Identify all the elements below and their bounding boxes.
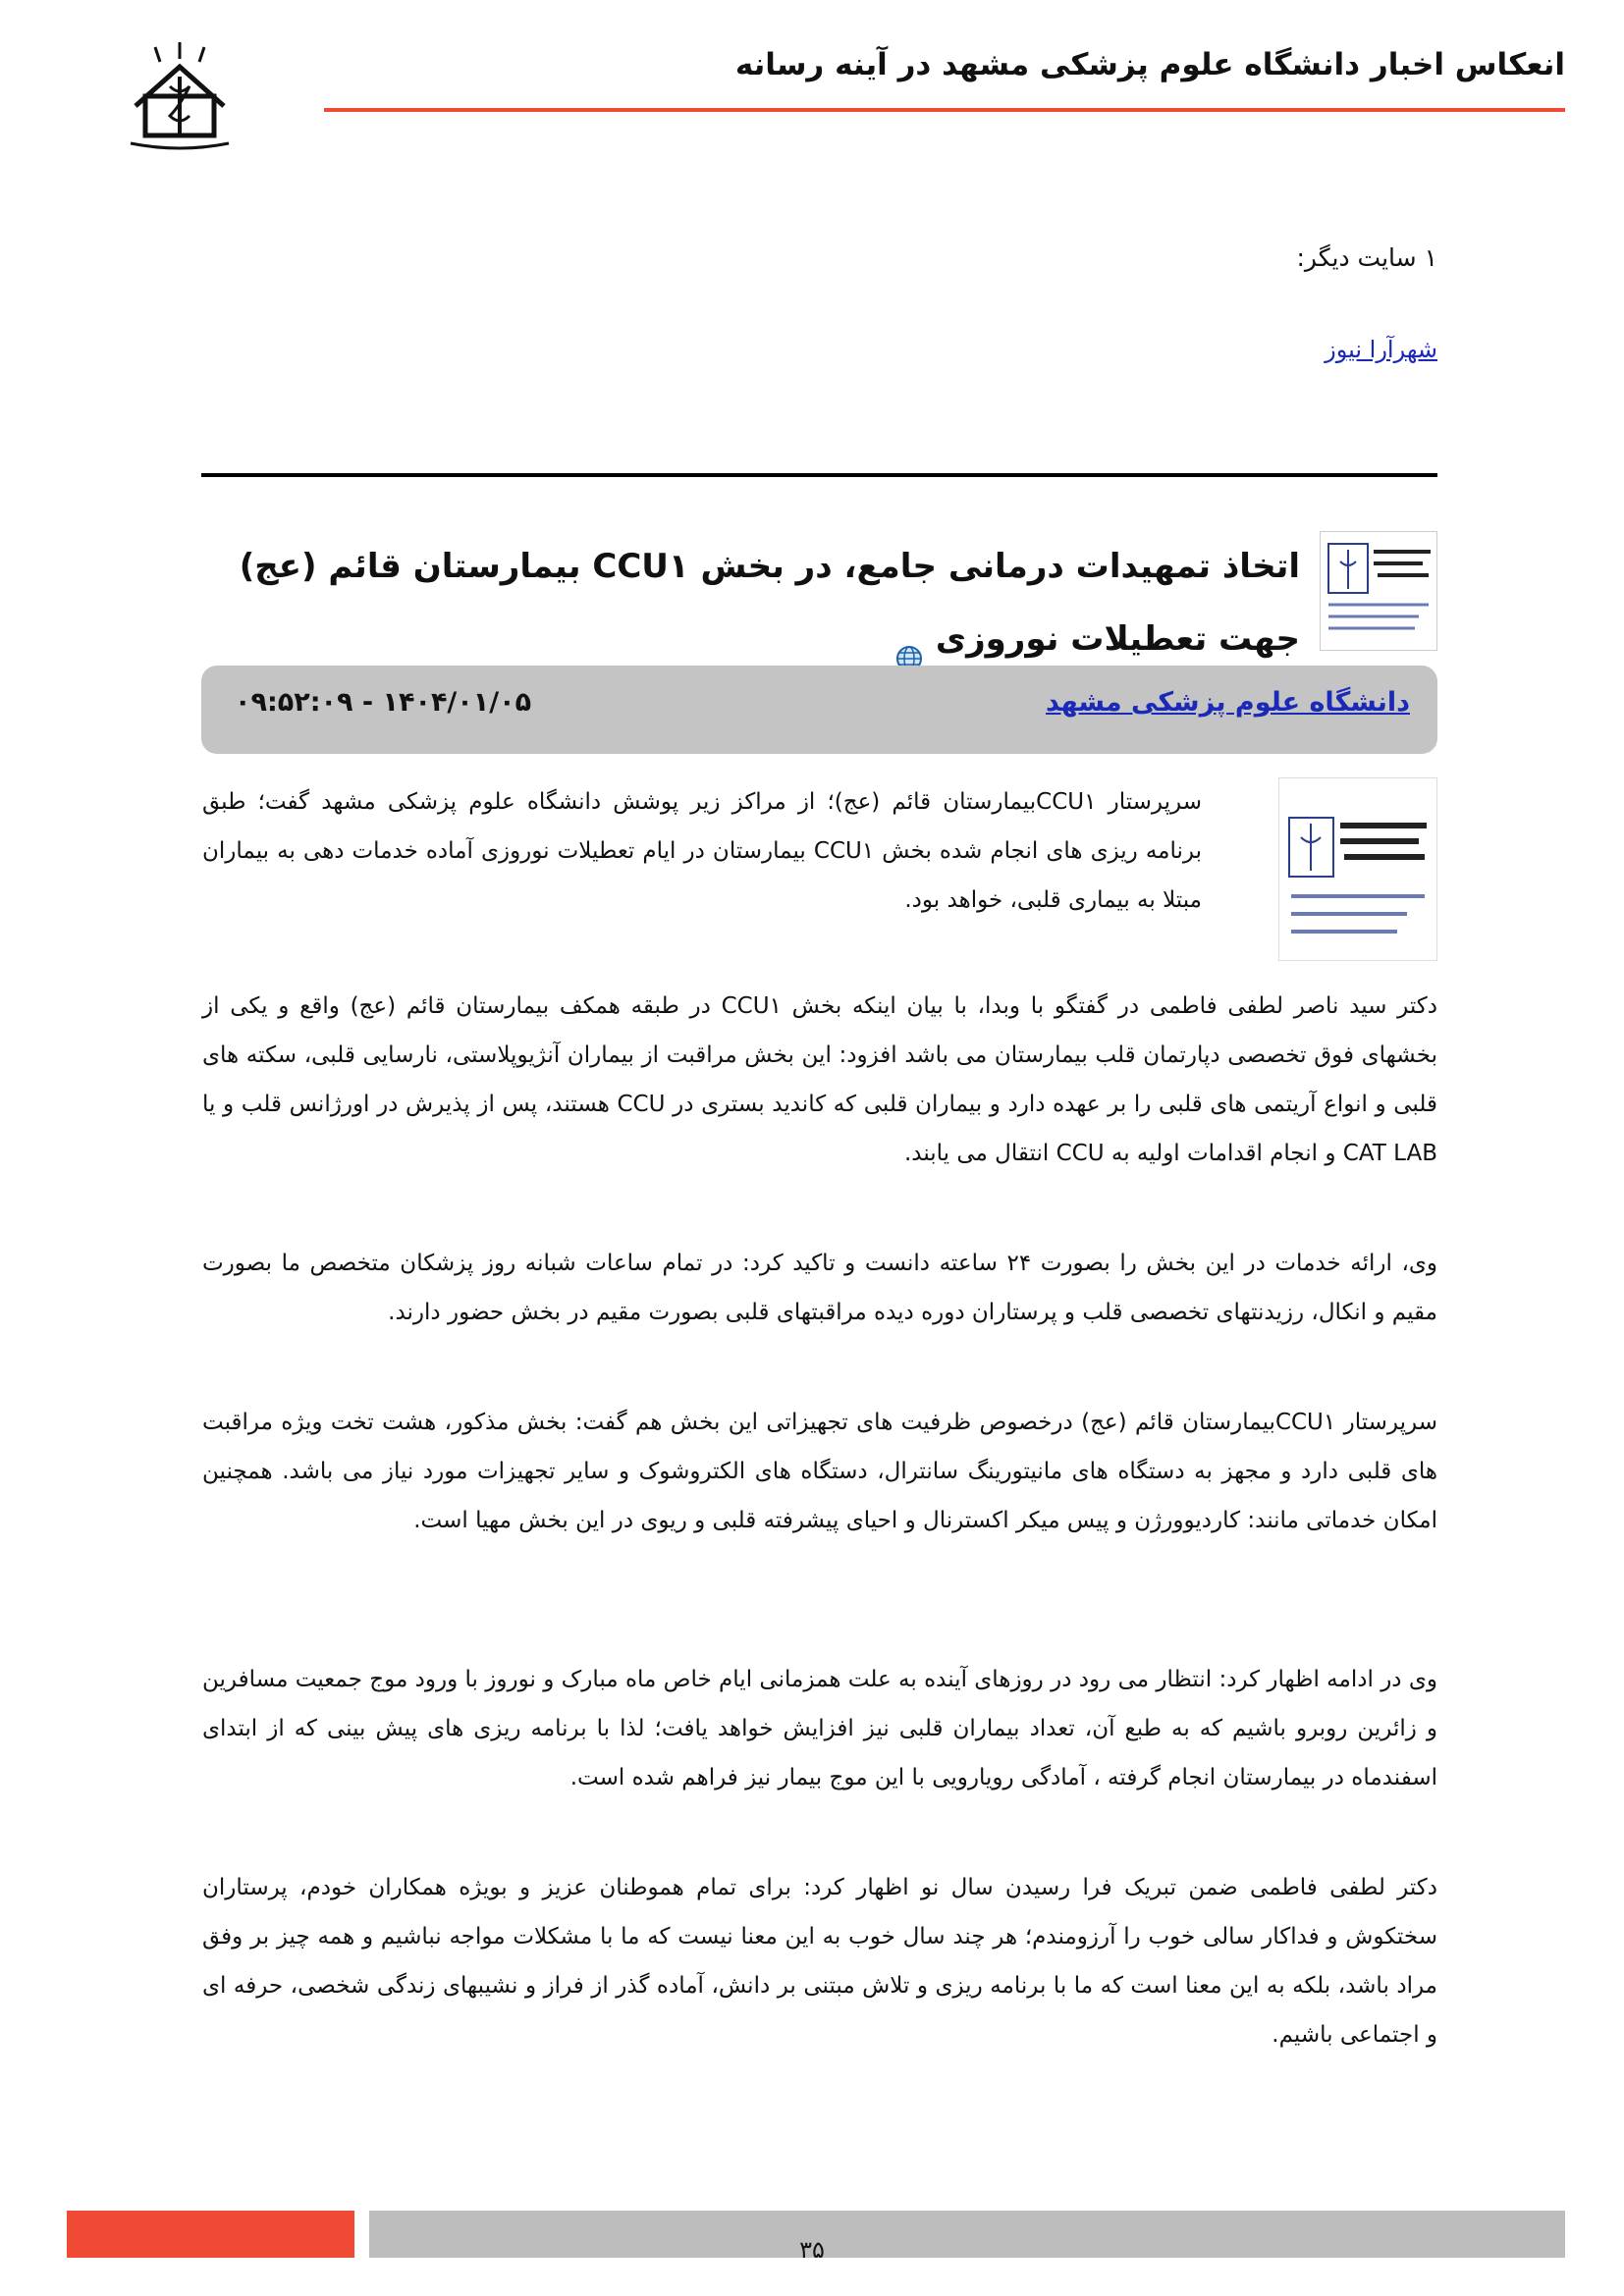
- section-divider: [201, 473, 1437, 477]
- page-number: ۳۵: [799, 2236, 825, 2264]
- article-paragraph: دکتر لطفی فاطمی ضمن تبریک فرا رسیدن سال نو اظهار کرد: برای تمام هموطنان عزیز و بویژه همکاران خودم، پرستاران سختکوش و فداکار سالی خوب را آرزومندم؛ هر چند سال خوب به این معنا نیست که ما با مشکلات مواجه نباشیم و همه چیز بر وفق مراد باشد، بلکه به این معنا است که ما با برنامه ریزی و تلاش مبتنی بر دانش، آماده گذر از فراز و نشیبهای زندگی شخصی، حرفه ای و اجتماعی باشیم.: [202, 1875, 1437, 2048]
- article-date: ۱۴۰۴/۰۱/۰۵ - ۰۹:۵۲:۰۹: [235, 687, 532, 718]
- header-divider: [324, 108, 1565, 112]
- article-source-link[interactable]: دانشگاه علوم پزشکی مشهد: [1046, 687, 1410, 718]
- article-paragraph: سرپرستار CCU۱بیمارستان قائم (عج) درخصوص ظرفیت های تجهیزاتی این بخش هم گفت: بخش مذکور، هشت تخت ویژه مراقبت های قلبی دارد و مجهز به دستگاه های مانیتورینگ سانترال، دستگاه های الکتروشوک و سایر تجهیزات مورد نیاز می باشد. همچنین امکان خدماتی مانند: کاردیوورژن و پیس میکر اکسترنال و احیای پیشرفته قلبی و ریوی در این بخش مهیا است.: [202, 1410, 1437, 1533]
- mums-logo-image: [1279, 778, 1436, 960]
- site-link-shahrara-news[interactable]: شهرآرا نیوز: [1325, 336, 1437, 363]
- globe-icon[interactable]: [894, 626, 924, 656]
- article-paragraph: دکتر سید ناصر لطفی فاطمی در گفتگو با وبدا، با بیان اینکه بخش CCU۱ در طبقه همکف بیمارستان قائم (عج) واقع و یکی از بخشهای فوق تخصصی دپارتمان قلب بیمارستان می باشد افزود: این بخش مراقبت از بیماران آنژیوپلاستی، نارسایی قلبی، سکته های قلبی و انواع آریتمی های قلبی را بر عهده دارد و بیماران قلبی که کاندید بستری در CCU هستند، پس از پذیرش در اورژانس قلب و یا CAT LAB و انجام اقدامات اولیه به CCU انتقال می یابند.: [202, 993, 1437, 1166]
- article-source-logo: [1320, 531, 1437, 651]
- other-sites-label: ۱ سایت دیگر:: [1296, 243, 1437, 272]
- article-meta-bar: [201, 666, 1437, 754]
- university-logo-icon: [116, 37, 244, 165]
- article-paragraph: وی در ادامه اظهار کرد: انتظار می رود در روزهای آینده به علت همزمانی ایام خاص ماه مبارک و نوروز با ورود موج جمعیت مسافرین و زائرین روبرو باشیم که به طبع آن، تعداد بیماران قلبی نیز افزایش خواهد یافت؛ لذا با برنامه ریزی های پیش بینی که از ابتدای اسفندماه در بیمارستان انجام گرفته ، آمادگی رویارویی با این موج بیمار نیز فراهم شده است.: [202, 1667, 1437, 1790]
- article-image: [1278, 777, 1437, 961]
- article-paragraph: وی، ارائه خدمات در این بخش را بصورت ۲۴ ساعته دانست و تاکید کرد: در تمام ساعات شبانه روز پزشکان متخصص ما بصورت مقیم و انکال، رزیدنتهای تخصصی قلب و پرستاران دوره دیده مراقبتهای قلبی بصورت مقیم در بخش حضور دارند.: [202, 1251, 1437, 1325]
- article-title-text: اتخاذ تمهیدات درمانی جامع، در بخش CCU۱ بیمارستان قائم (عج) جهت تعطیلات نوروزی: [239, 547, 1300, 659]
- mums-logo-icon: [1321, 532, 1436, 650]
- article-paragraph: سرپرستار CCU۱بیمارستان قائم (عج)؛ از مراکز زیر پوشش دانشگاه علوم پزشکی مشهد گفت؛ طبق برنامه ریزی های انجام شده بخش CCU۱ بیمارستان در ایام تعطیلات نوروزی آماده خدمات دهی به بیماران مبتلا به بیماری قلبی، خواهد بود.: [202, 789, 1202, 913]
- page-header-title: انعکاس اخبار دانشگاه علوم پزشکی مشهد در آینه رسانه: [734, 47, 1565, 82]
- university-logo: [116, 37, 244, 165]
- article-title: [190, 530, 1300, 675]
